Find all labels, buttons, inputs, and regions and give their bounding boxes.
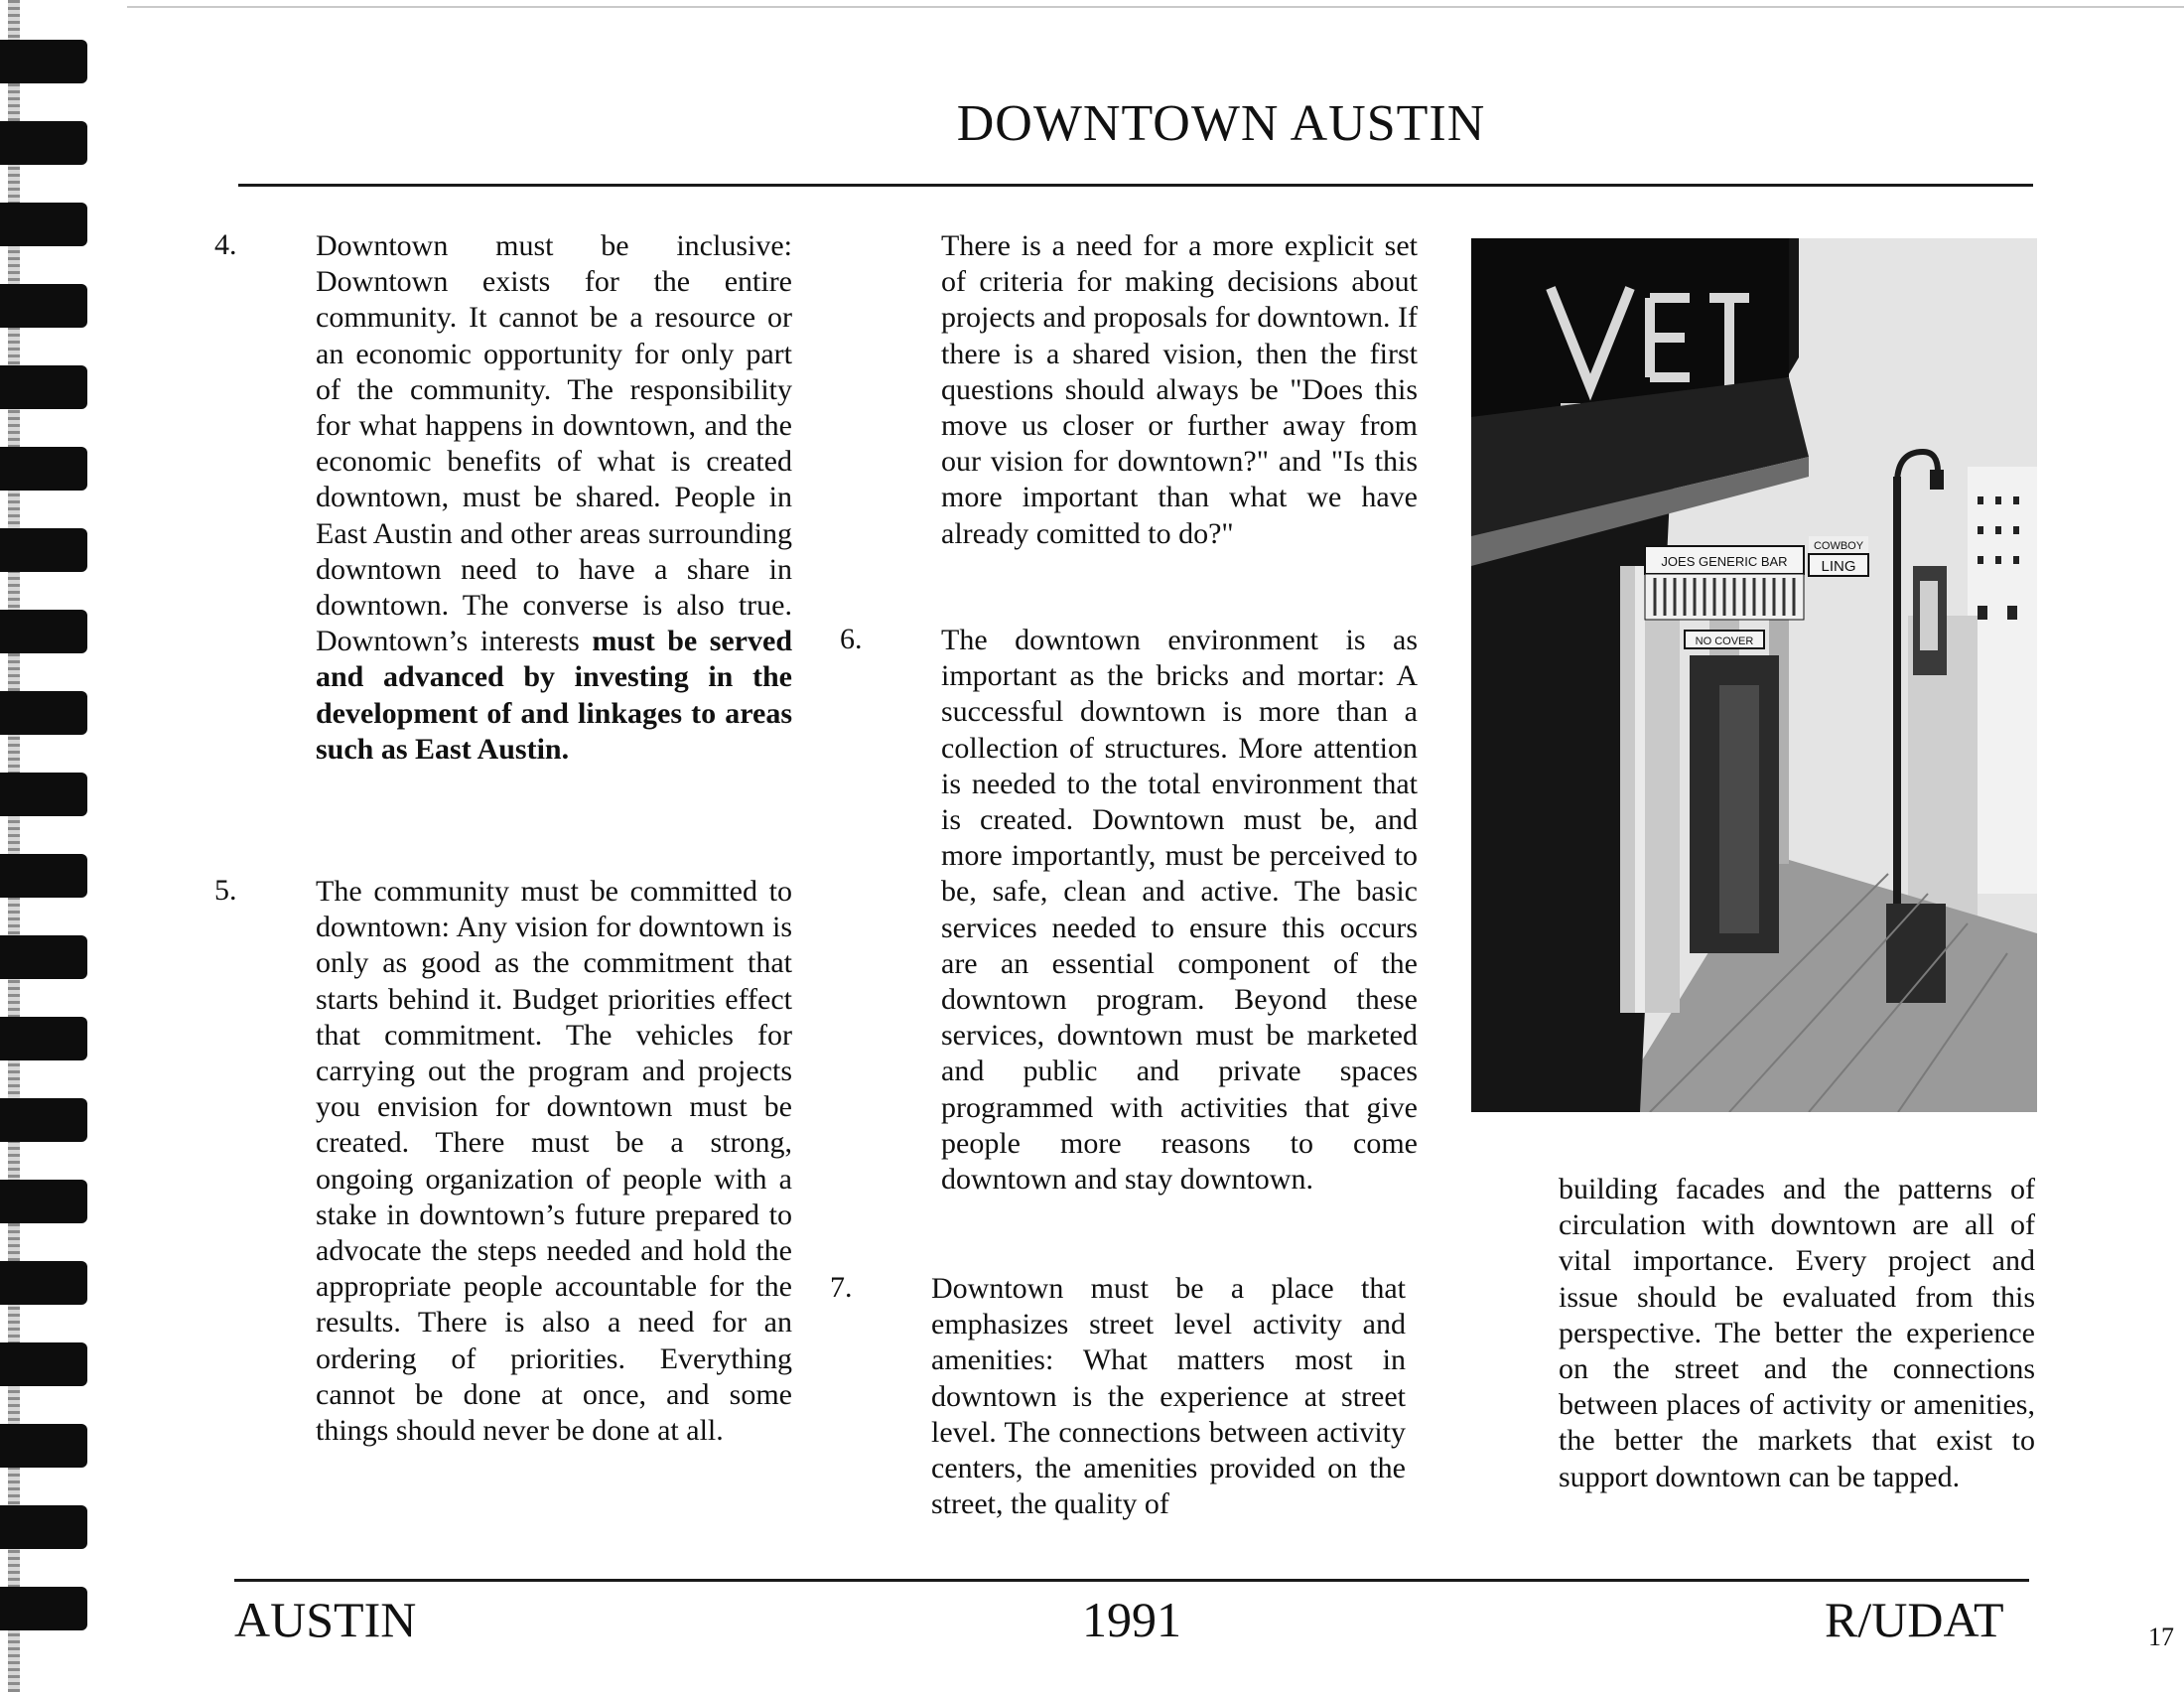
item-number: 7.: [830, 1271, 853, 1304]
sign-joes: JOES GENERIC BAR: [1661, 554, 1788, 569]
footer-left: AUSTIN: [234, 1592, 417, 1647]
item-4: [316, 228, 792, 768]
binding-tab: [0, 1505, 87, 1549]
binding-tab: [0, 1180, 87, 1223]
item-number: 6.: [840, 623, 863, 655]
sign-ling: LING: [1821, 558, 1856, 575]
binding-tab: [0, 365, 87, 409]
item-number: 5.: [214, 874, 237, 907]
item-7-continued: [1559, 1172, 2035, 1495]
item-7: [931, 1271, 1406, 1522]
footer-right: R/UDAT: [1825, 1592, 2004, 1647]
street-scene: [1471, 238, 2037, 1112]
item-4-text: [316, 228, 792, 768]
sign-cowboy: COWBOY: [1813, 540, 1864, 552]
binding-tab: [0, 1017, 87, 1060]
item-4-bold: must be served and advanced by investing in the development of and linkages to areas such as East Austin.: [316, 625, 792, 766]
top-edge-line: [127, 6, 2184, 8]
binding-tab: [0, 610, 87, 653]
street-photo: [1471, 238, 2037, 1112]
item-7-text: Downtown must be a place that emphasizes street level activity and amenities: What matters most in downtown is the experience at street level. The connections between activity centers, the amenities provided on the street, the quality of: [931, 1272, 1406, 1521]
footer-center: 1991: [1082, 1592, 1181, 1647]
sign-no-cover: NO COVER: [1695, 635, 1754, 647]
binding-tab: [0, 40, 87, 83]
binding-tab: [0, 528, 87, 572]
binding-tab: [0, 1098, 87, 1142]
item-4-continued-text: There is a need for a more explicit set of criteria for making decisions about projects and proposals for downtown. If there is a shared vision, then the first questions should always be "Does this move us closer or further away from our vision for downtown?" and "Is this more important than what we have already comitted to do?": [941, 229, 1418, 550]
footer-rule: [234, 1579, 2029, 1582]
item-number: 4.: [214, 228, 237, 261]
item-6-text: The downtown environment is as important as the bricks and mortar: A successful downtown is more than a collection of structures. More attention is needed to the total environment that is created. Downtown must be, and more importantly, must be perceived to be, safe, clean and active. The basic services needed to ensure this occurs are an essential component of the downtown program. Beyond these services, downtown must be marketed and public and private spaces programmed with activities that give people more reasons to come downtown and stay downtown.: [941, 624, 1418, 1197]
binding-tab: [0, 854, 87, 898]
binding-tab: [0, 1342, 87, 1386]
page-number: 17: [2148, 1622, 2174, 1651]
item-5: [316, 874, 792, 1449]
spiral-binding: [0, 0, 95, 1692]
item-4-normal: Downtown must be inclusive: Downtown exists for the entire community. It cannot be a resource or an economic opportunity for only part of the community. The responsibility for what happens in downtown, and the economic benefits of what is created downtown, must be shared. People in East Austin and other areas surrounding downtown need to have a share in downtown. The converse is also true. Downtown’s interests: [316, 229, 792, 658]
binding-tab: [0, 1261, 87, 1305]
binding-tab: [0, 284, 87, 328]
binding-tab: [0, 1587, 87, 1630]
item-7-continued-text: building facades and the patterns of circulation with downtown are all of vital importance. Every project and issue should be evaluated from this perspective. The better the experience on the street and the connections between places of activity or amenities, the better the markets that exist to support downtown can be tapped.: [1559, 1173, 2035, 1493]
item-4-continued: [941, 228, 1418, 552]
binding-tab: [0, 447, 87, 491]
page-title: DOWNTOWN AUSTIN: [956, 95, 1486, 152]
item-6: [941, 623, 1418, 1198]
binding-tab: [0, 773, 87, 816]
binding-tab: [0, 935, 87, 979]
binding-tab: [0, 1424, 87, 1468]
binding-tab: [0, 203, 87, 246]
binding-tab: [0, 691, 87, 735]
binding-tab: [0, 121, 87, 165]
header-rule: [238, 184, 2033, 187]
item-5-text: The community must be committed to downtown: Any vision for downtown is only as good as the commitment that starts behind it. Budget priorities effect that commitment. The vehicles for carrying out the program and projects you envision for downtown must be created. There must be a strong, ongoing organization of people with a stake in downtown’s future prepared to advocate the steps needed and hold the appropriate people accountable for the results. There is also a need for an ordering of priorities. Everything cannot be done at once, and some things should never be done at all.: [316, 875, 792, 1448]
